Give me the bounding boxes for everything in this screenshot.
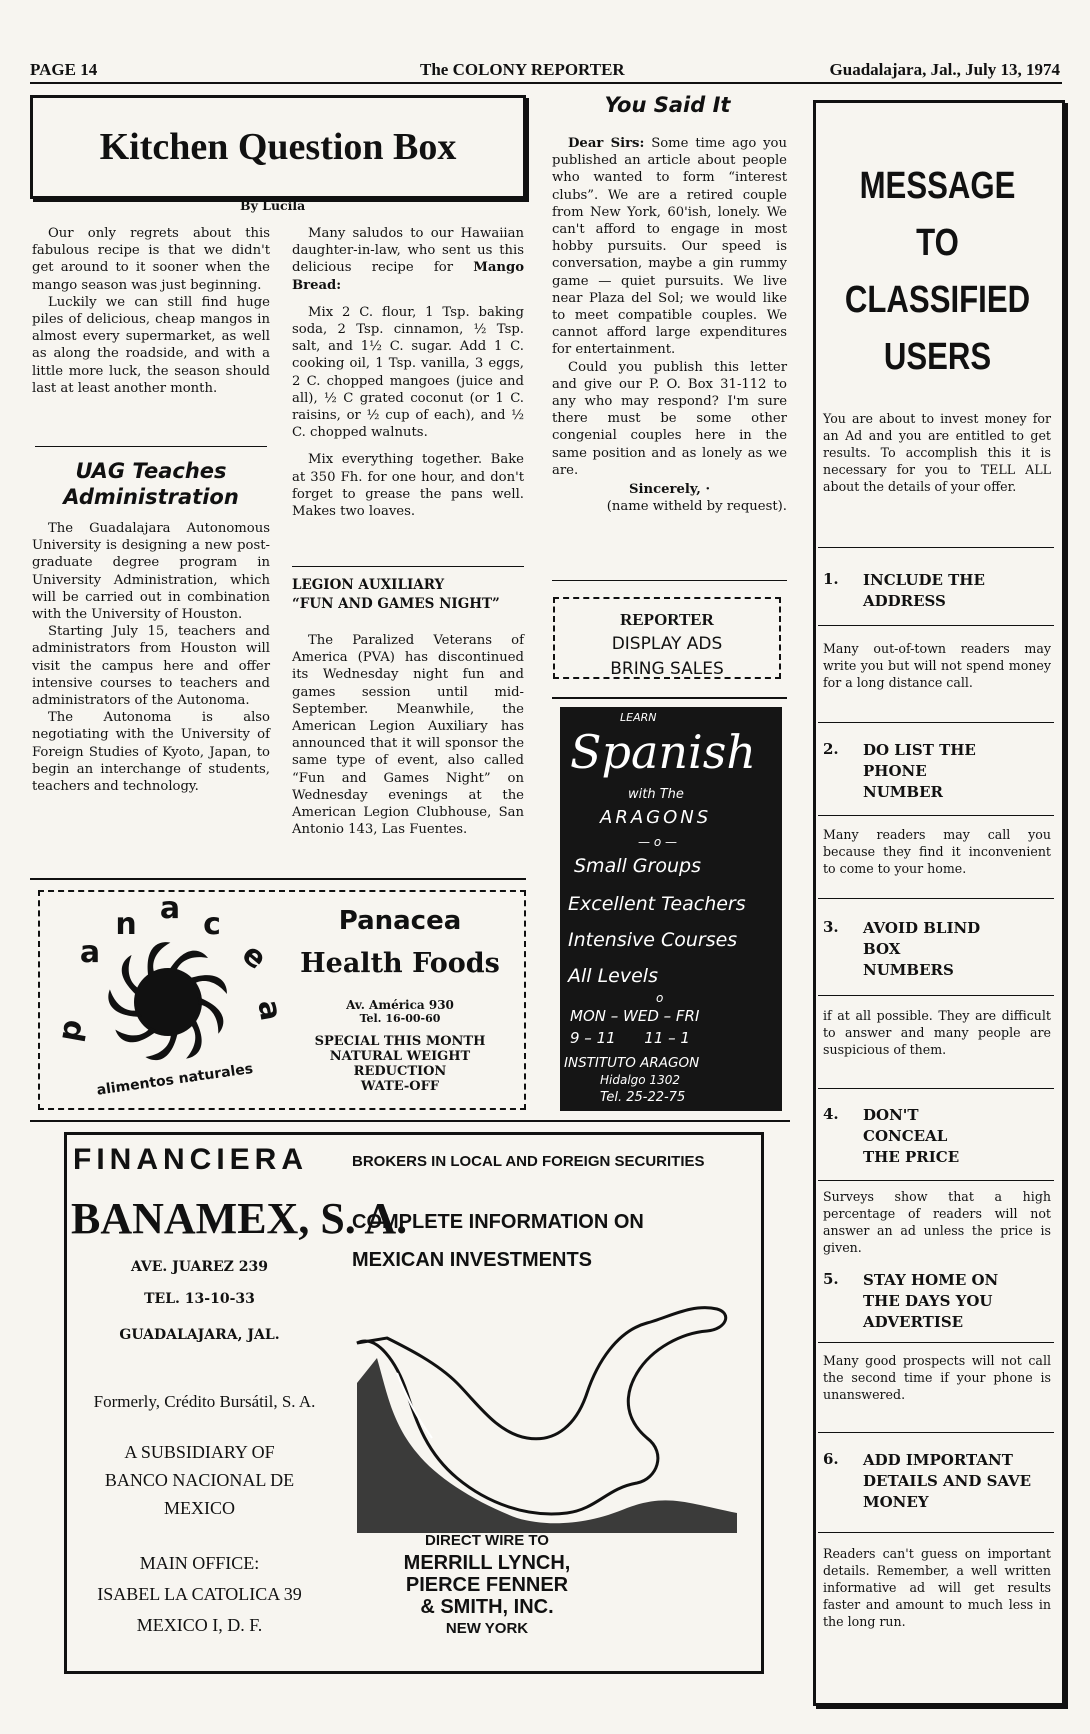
item-text: Many good prospects will not call the second time if your phone is unanswered. (823, 1353, 1051, 1402)
spanish-ad-days: MON – WED – FRI (570, 1007, 700, 1025)
financiera-tagline: COMPLETE INFORMATION ON (352, 1211, 644, 1233)
item-title: INCLUDE THE ADDRESS (863, 571, 985, 610)
item-title: ADD IMPORTANT DETAILS AND SAVE MONEY (863, 1451, 1032, 1511)
spanish-ad-hours: 9 – 11 11 – 1 (570, 1029, 690, 1047)
legion-article (292, 632, 524, 838)
subsidiary-line: BANCO NACIONAL DE (104, 1470, 295, 1490)
main-office-line: ISABEL LA CATOLICA 39 (97, 1584, 302, 1604)
recipe-intro: Many saludos to our Hawaiian daughter-in-law, who sent us this delicious recipe for (292, 226, 524, 276)
main-office-line: MEXICO I, D. F. (136, 1615, 263, 1635)
page-number: PAGE 14 (30, 60, 98, 79)
reporter-ad-line: DISPLAY ADS (611, 634, 723, 654)
divider (552, 697, 787, 699)
logo-letter: a (159, 894, 181, 926)
panacea-ad (38, 890, 526, 1110)
divider (818, 625, 1054, 626)
kitchen-title: Kitchen Question Box (99, 126, 457, 168)
divider (30, 878, 526, 880)
logo-letter: a (250, 997, 289, 1024)
spanish-ad-aragons: ARAGONS (600, 807, 712, 828)
classified-title-line: TO (916, 222, 959, 264)
financiera-direct-wire (317, 1530, 657, 1640)
uag-paragraph: The Autonoma is also negotiating with the University of Foreign Studies of Kyoto, Japan, to begin an interchange of students, teachers and technology. (32, 710, 270, 795)
reporter-ad-line: BRING SALES (610, 659, 724, 679)
spanish-ad-institute: INSTITUTO ARAGON (564, 1055, 700, 1071)
spanish-ad-with: with The (628, 787, 684, 802)
header-rule (30, 82, 1062, 84)
financiera-subsidiary (67, 1438, 332, 1522)
kitchen-title-box (30, 95, 526, 199)
spanish-ad-separator: — o — (638, 835, 677, 849)
subsidiary-line: A SUBSIDIARY OF (124, 1442, 275, 1462)
letter-paragraph: Some time ago you published an article about people who wanted to form “interest clubs”. We are a retired couple from New York, 60'ish, lonely. We can't afford to engage in most hobby pursuits. Our speed is conversation, maybe a gin rummy game — quiet pursuits. We live near Plaza del Sol; we would like to meet compatible couples. We cannot afford large expenditures for entertainment. (552, 136, 787, 358)
wire-line: PIERCE FENNER (405, 1574, 569, 1596)
kitchen-paragraph: Luckily we can still find huge piles of delicious, cheap mangos in almost every supermarket, as well as along the roadside, and with a little more luck, the season should last at least another month. (32, 294, 270, 396)
divider (818, 995, 1054, 996)
financiera-formerly: Formerly, Crédito Bursátil, S. A. (93, 1392, 316, 1411)
item-number: 3. (823, 918, 839, 936)
uag-headline: UAG Teaches Administration (63, 459, 239, 509)
item-title: DO LIST THE PHONE NUMBER (863, 741, 976, 801)
letter-article (552, 135, 787, 515)
recipe-method: Mix everything together. Bake at 350 Fh. for one hour, and don't forget to grease the pans well. Makes two loaves. (292, 452, 524, 520)
financiera-ad (64, 1132, 764, 1674)
financiera-tagline: MEXICAN INVESTMENTS (352, 1249, 593, 1271)
divider (292, 566, 524, 567)
wire-line: DIRECT WIRE TO (425, 1532, 549, 1549)
legion-head-line: LEGION AUXILIARY (292, 577, 445, 593)
divider (35, 446, 267, 447)
kitchen-col1 (32, 225, 270, 397)
spanish-ad-line: Intensive Courses (568, 929, 738, 951)
special-line: SPECIAL THIS MONTH (314, 1034, 486, 1049)
panacea-special (280, 1034, 520, 1094)
spanish-ad-separator: o (656, 991, 664, 1005)
classified-title-line: USERS (883, 336, 992, 378)
item-text: if at all possible. They are difficult to answer and many people are suspicious of them. (823, 1008, 1051, 1057)
financiera-city: GUADALAJARA, JAL. (119, 1327, 280, 1343)
divider (818, 1088, 1054, 1089)
divider (818, 815, 1054, 816)
divider (818, 898, 1054, 899)
kitchen-paragraph: Our only regrets about this fabulous recipe is that we didn't get around to it sooner when the mango season was just beginning. (32, 226, 270, 293)
item-number: 5. (823, 1270, 839, 1288)
divider (818, 722, 1054, 723)
letter-closing: Sincerely, · (628, 482, 711, 498)
spanish-ad-address: Hidalgo 1302 (600, 1073, 680, 1087)
item-title: DON'T CONCEAL THE PRICE (863, 1106, 960, 1166)
letter-paragraph: Could you publish this letter and give our P. O. Box 31-112 to any who may respond? I'm sure there must be some other congenial couples here in the same position and as lonely as we are. (552, 359, 787, 478)
classified-title (838, 158, 1037, 386)
divider (818, 1342, 1054, 1343)
item-text: Readers can't guess on important details. Remember, a well written informative ad will get results faster and amount to much less in the long run. (823, 1546, 1051, 1629)
classified-intro: You are about to invest money for an Ad and you are entitled to get results. To accomplish this it is necessary for you to TELL ALL about the details of your offer. (823, 411, 1051, 494)
main-office-line: MAIN OFFICE: (139, 1553, 260, 1573)
financiera-main-office (67, 1548, 332, 1641)
divider (818, 1432, 1054, 1433)
classified-title-line: CLASSIFIED (844, 279, 1031, 321)
item-text: Many out-of-town readers may write you but will not spend money for a long distance call. (823, 641, 1051, 690)
divider (818, 1180, 1054, 1181)
financiera-address: AVE. JUAREZ 239 (130, 1259, 268, 1275)
reporter-ad-line: REPORTER (620, 610, 714, 629)
panacea-name: Panacea (338, 906, 462, 936)
financiera-bank: BANAMEX, S. A. (71, 1194, 408, 1243)
spanish-ad-phone: Tel. 25-22-75 (600, 1090, 686, 1105)
panacea-address: Av. América 930 (346, 998, 454, 1012)
wire-line: MERRILL LYNCH, (403, 1552, 571, 1574)
item-number: 2. (823, 740, 839, 758)
special-line: REDUCTION (353, 1064, 447, 1079)
special-line: NATURAL WEIGHT (329, 1049, 471, 1064)
spanish-ad-line: All Levels (568, 965, 658, 987)
item-number: 1. (823, 570, 839, 588)
logo-letter: a (79, 935, 101, 970)
financiera-tagline: BROKERS IN LOCAL AND FOREIGN SECURITIES (352, 1153, 705, 1170)
newspaper-name: The COLONY REPORTER (420, 60, 625, 79)
recipe-ingredients: Mix 2 C. flour, 1 Tsp. baking soda, 2 Tsp. cinnamon, ½ Tsp. salt, and 1½ C. sugar. Add 1 C. cooking oil, 1 Tsp. vanilla, 3 eggs, 2 C. chopped mangoes (juice and all), ½ C grated coconut (or 1 C. raisins, or ½ cup of each), and ½ C. chopped walnuts. (292, 304, 524, 441)
logo-letter: e (235, 936, 274, 977)
panacea-subname: Health Foods (300, 948, 500, 979)
legion-head-line: “FUN AND GAMES NIGHT” (292, 596, 500, 612)
item-number: 6. (823, 1450, 839, 1468)
financiera-name: FINANCIERA (73, 1143, 308, 1176)
divider (818, 547, 1054, 548)
letter-salutation: Dear Sirs: (568, 136, 645, 151)
divider (552, 580, 787, 581)
you-said-it-headline: You Said It (604, 93, 731, 117)
item-title: AVOID BLIND BOX NUMBERS (863, 919, 981, 979)
special-line: WATE-OFF (360, 1079, 440, 1094)
kitchen-col2 (292, 225, 524, 520)
legion-headline (292, 576, 524, 614)
letter-signature: (name witheld by request). (606, 499, 787, 515)
item-text: Surveys show that a high percentage of readers will not answer an ad unless the price is given. (823, 1189, 1051, 1255)
uag-paragraph: The Guadalajara Autonomous University is designing a new post-graduate degree program in University Administration, which will be carried out in combination with the University of Houston. (32, 521, 270, 623)
financiera-phone: TEL. 13-10-33 (144, 1291, 255, 1307)
uag-paragraph: Starting July 15, teachers and administrators from Houston will visit the campus here and offer intensive courses to teachers and administrators of the Autonoma. (32, 624, 270, 709)
recipe-name: Mango Bread: (292, 260, 524, 293)
spanish-ad (560, 707, 782, 1111)
classified-title-line: MESSAGE (859, 165, 1016, 207)
item-title: STAY HOME ON THE DAYS YOU ADVERTISE (863, 1271, 999, 1331)
logo-tagline: alimentos naturales (95, 1060, 255, 1099)
sun-logo-icon (50, 894, 290, 1104)
mexico-map-icon (337, 1303, 757, 1533)
item-text: Many readers may call you because they find it inconvenient to come to your home. (823, 827, 1051, 876)
divider (818, 1532, 1054, 1533)
logo-letter: p (51, 1016, 90, 1044)
item-number: 4. (823, 1105, 839, 1123)
subsidiary-line: MEXICO (164, 1498, 235, 1518)
legion-paragraph: The Paralized Veterans of America (PVA) has discontinued its Wednesday night fun and games session until mid-September. Meanwhile, the American Legion Auxiliary has announced that it will sponsor the same type of event, also called “Fun and Games Night” on Wednesday evenings at the American Legion Clubhouse, San Antonio 143, Las Fuentes. (292, 633, 524, 838)
divider (30, 1120, 790, 1122)
logo-letter: c (203, 907, 221, 942)
spanish-ad-line: Excellent Teachers (568, 893, 746, 915)
wire-line: NEW YORK (445, 1620, 529, 1637)
logo-letter: n (115, 907, 137, 942)
reporter-ad (553, 597, 781, 679)
spanish-ad-line: Small Groups (574, 855, 701, 877)
dateline: Guadalajara, Jal., July 13, 1974 (829, 60, 1060, 79)
spanish-ad-title: Spanish (570, 725, 756, 779)
panacea-phone: Tel. 16-00-60 (359, 1012, 441, 1025)
uag-article (32, 520, 270, 795)
kitchen-byline: By Lucila (240, 198, 306, 213)
wire-line: & SMITH, INC. (420, 1596, 554, 1618)
spanish-ad-learn: LEARN (620, 711, 657, 724)
